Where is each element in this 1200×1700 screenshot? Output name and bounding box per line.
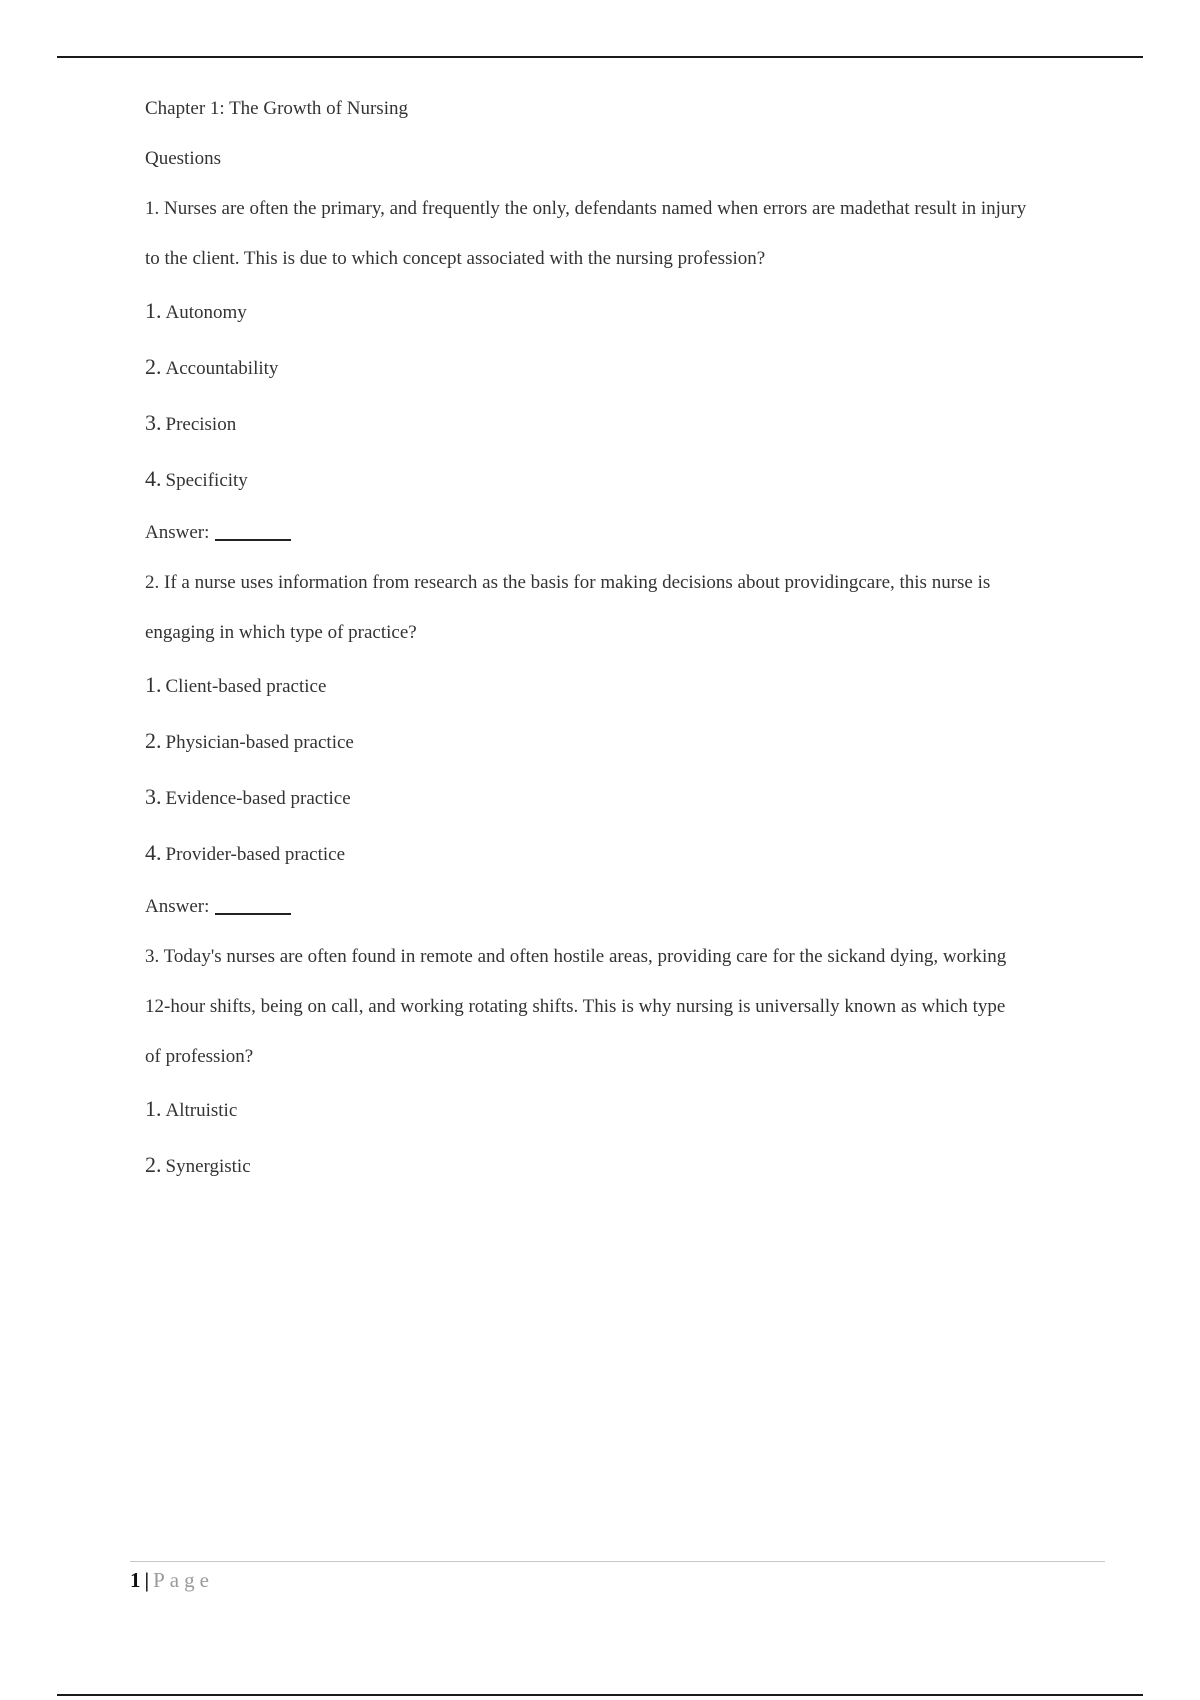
option-number: 2.: [145, 728, 162, 753]
question-text-line: 12-hour shifts, being on call, and working rotating shifts. This is why nursing is universally known as which type: [145, 996, 1006, 1017]
question-2: [145, 558, 1095, 932]
footer-separator: |: [144, 1568, 150, 1592]
question-text-line: 2. If a nurse uses information from research as the basis for making decisions about providingcare, this nurse is: [145, 572, 991, 593]
answer-option: [145, 826, 1095, 882]
option-number: 1.: [145, 298, 162, 323]
option-number: 3.: [145, 410, 162, 435]
question-text-line: of profession?: [145, 1046, 254, 1067]
option-text: Accountability: [165, 358, 279, 379]
question-text-line: 3. Today's nurses are often found in remote and often hostile areas, providing care for the sickand dying, working: [145, 946, 1007, 967]
option-number: 4.: [145, 840, 162, 865]
answer-blank[interactable]: [215, 911, 291, 915]
option-text: Physician-based practice: [165, 732, 354, 753]
question-1: [145, 184, 1095, 558]
option-text: Altruistic: [165, 1100, 238, 1121]
option-number: 2.: [145, 1152, 162, 1177]
option-number: 3.: [145, 784, 162, 809]
option-text: Client-based practice: [165, 676, 327, 697]
option-text: Evidence-based practice: [165, 788, 351, 809]
page-label: Page: [153, 1568, 214, 1592]
answer-label: Answer:: [145, 522, 210, 543]
answer-option: [145, 396, 1095, 452]
page-number: 1: [130, 1568, 141, 1592]
option-text: Synergistic: [165, 1156, 251, 1177]
option-number: 4.: [145, 466, 162, 491]
option-text: Precision: [165, 414, 237, 435]
answer-option: [145, 452, 1095, 508]
question-text-line: to the client. This is due to which concept associated with the nursing profession?: [145, 248, 766, 269]
chapter-title: Chapter 1: The Growth of Nursing: [145, 98, 408, 119]
answer-label: Answer:: [145, 896, 210, 917]
bottom-rule: [57, 1694, 1143, 1696]
option-text: Autonomy: [165, 302, 247, 323]
top-rule: [57, 56, 1143, 58]
answer-line: [145, 882, 1095, 932]
answer-line: [145, 508, 1095, 558]
option-text: Specificity: [165, 470, 248, 491]
section-label: Questions: [145, 148, 221, 169]
answer-option: [145, 340, 1095, 396]
answer-blank[interactable]: [215, 537, 291, 541]
question-text-line: 1. Nurses are often the primary, and frequently the only, defendants named when errors are madethat result in injury: [145, 198, 1027, 219]
document-body: [145, 84, 1095, 1194]
option-number: 1.: [145, 1096, 162, 1121]
answer-option: [145, 1082, 1095, 1138]
question-text-line: engaging in which type of practice?: [145, 622, 417, 643]
option-number: 1.: [145, 672, 162, 697]
answer-option: [145, 284, 1095, 340]
footer-rule: [130, 1561, 1105, 1562]
answer-option: [145, 714, 1095, 770]
option-number: 2.: [145, 354, 162, 379]
question-3: [145, 932, 1095, 1194]
page-footer: [130, 1565, 214, 1595]
answer-option: [145, 770, 1095, 826]
answer-option: [145, 658, 1095, 714]
answer-option: [145, 1138, 1095, 1194]
option-text: Provider-based practice: [165, 844, 346, 865]
